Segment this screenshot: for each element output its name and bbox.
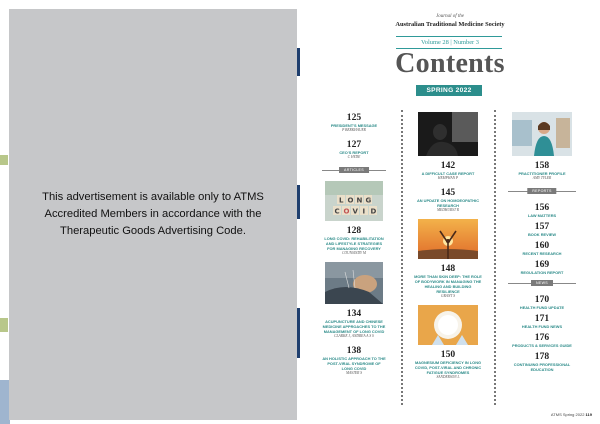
toc-entry[interactable] [322,112,386,133]
section-header-reports: REPORTS [508,187,576,195]
acupuncture-image [325,262,383,304]
svg-text:C: C [334,207,340,216]
toc-page-number: 142 [440,160,456,171]
advertisement-placeholder [9,9,297,420]
toc-entry[interactable] [508,351,576,372]
toc-page-number: 134 [346,308,362,319]
toc-author: SANDERSON L [436,375,460,379]
toc-entry[interactable] [413,187,483,213]
page-footer [551,412,592,417]
toc-entry[interactable] [413,219,483,299]
section-header-news: NEWS [508,279,576,287]
toc-page-number: 158 [534,160,550,171]
toc-page-number: 127 [346,139,362,150]
toc-title: ACUPUNCTURE AND CHINESE MEDICINE APPROACHES TO THE MANAGEMENT OF LONG COVID [322,319,386,334]
toc-author: HEMPHAN P [437,176,459,180]
dotted-divider [494,110,496,405]
toc-title: PRACTITIONER PROFILE [518,171,566,176]
toc-title: BOOK REVIEW [527,232,557,237]
toc-title: AN UPDATE ON HOMOEOPATHIC RESEARCH [416,198,480,208]
toc-page-number: 128 [346,225,362,236]
toc-author: GRANT S [440,294,455,298]
toc-author: COUNSINDY M [342,251,366,255]
toc-page-number: 125 [346,112,362,123]
contents-column-2 [413,112,483,386]
toc-title: PRESIDENT'S MESSAGE [330,123,378,128]
toc-title: AN HOLISTIC APPROACH TO THE POST-VIRAL SYNDROME OF LONG COVID [322,356,386,371]
toc-page-number: 170 [534,294,550,305]
toc-title: CONTINUING PROFESSIONAL EDUCATION [513,362,571,372]
toc-title: HEALTH FUND UPDATE [519,305,565,310]
toc-entry[interactable] [508,221,576,237]
sunset-arms-image [418,219,478,259]
toc-title: MAGNESIUM DEFICIENCY IN LONG COVID, POST-VIRAL AND CHRONIC FATIGUE SYNDROMES [414,360,482,375]
toc-title: RECENT RESEARCH [522,251,562,256]
divider [396,36,502,37]
toc-title: CEO'S REPORT [339,150,369,155]
toc-title: PRODUCTS & SERVICES GUIDE [512,343,572,348]
decorative-leaf [0,155,8,165]
svg-text:O: O [347,196,354,205]
toc-entry[interactable] [508,259,576,275]
toc-author: MASTER S [345,371,363,375]
svg-text:I: I [362,207,366,216]
toc-page-number: 171 [534,313,550,324]
toc-entry[interactable] [413,112,483,181]
toc-entry[interactable] [508,112,576,181]
journal-label: Journal of the [435,14,465,19]
toc-page-number: 145 [440,187,456,198]
toc-page-number: 156 [534,202,550,213]
toc-entry[interactable] [508,313,576,329]
toc-title: LAW MATTERS [527,213,557,218]
dotted-divider [401,110,403,405]
toc-title: REGULATION REPORT [520,270,564,275]
footer-page-number: 119 [585,412,592,417]
difficult-case-image [418,112,478,156]
toc-title: MORE THAN SKIN DEEP: THE ROLE OF BODYWORK IN MANAGING THE HEALING AND BUILDING RESILIENCE [414,274,482,294]
svg-text:L: L [339,196,344,205]
decorative-leaf [0,318,8,332]
page-title: Contents [395,48,505,79]
practitioner-photo [512,112,572,156]
contents-column-3 [508,112,576,372]
toc-author: MEDHURST R [437,208,459,212]
svg-text:O: O [343,207,350,216]
toc-page-number: 150 [440,349,456,360]
toc-entry[interactable] [322,181,386,256]
long-covid-blocks-image [325,181,383,221]
toc-title: HEALTH FUND NEWS [521,324,563,329]
advertisement-notice: This advertisement is available only to ATMS Accredited Members in accordance with the Therapeutic Goods Advertising Code. [42,191,264,237]
toc-page-number: 138 [346,345,362,356]
season-badge: SPRING 2022 [416,85,482,96]
toc-entry[interactable] [322,262,386,339]
contents-column-1 [322,112,386,382]
volume-number: Volume 28 | Number 3 [421,39,479,46]
society-name: Australian Traditional Medicine Society [395,21,505,28]
svg-text:D: D [370,207,377,216]
toc-page-number: 160 [534,240,550,251]
toc-entry[interactable] [508,202,576,218]
toc-author: C HYDE [347,155,361,159]
svg-text:V: V [352,207,358,216]
toc-page-number: 148 [440,263,456,274]
footer-label: ATMS Spring 2022 [550,412,585,417]
plate-image [418,305,478,345]
toc-entry[interactable] [508,332,576,348]
toc-author: AMY TYLER [532,176,552,180]
toc-entry[interactable] [508,240,576,256]
toc-title: LONG COVID: REHABILITATION AND LIFESTYLE STRATEGIES FOR MANAGING RECOVERY [324,236,384,251]
section-header-articles: ARTICLES [322,166,386,174]
toc-page-number: 176 [534,332,550,343]
contents-page [300,0,600,424]
toc-entry[interactable] [322,345,386,376]
toc-entry[interactable] [322,139,386,160]
svg-text:N: N [356,196,363,205]
svg-text:G: G [365,196,372,205]
toc-page-number: 169 [534,259,550,270]
toc-author: P BERKHAUER [342,128,366,132]
toc-page-number: 157 [534,221,550,232]
toc-title: A DIFFICULT CASE REPORT [421,171,475,176]
toc-entry[interactable] [413,305,483,380]
toc-author: CLARKE J, ANDREA A S S [334,334,374,338]
toc-page-number: 178 [534,351,550,362]
toc-entry[interactable] [508,294,576,310]
